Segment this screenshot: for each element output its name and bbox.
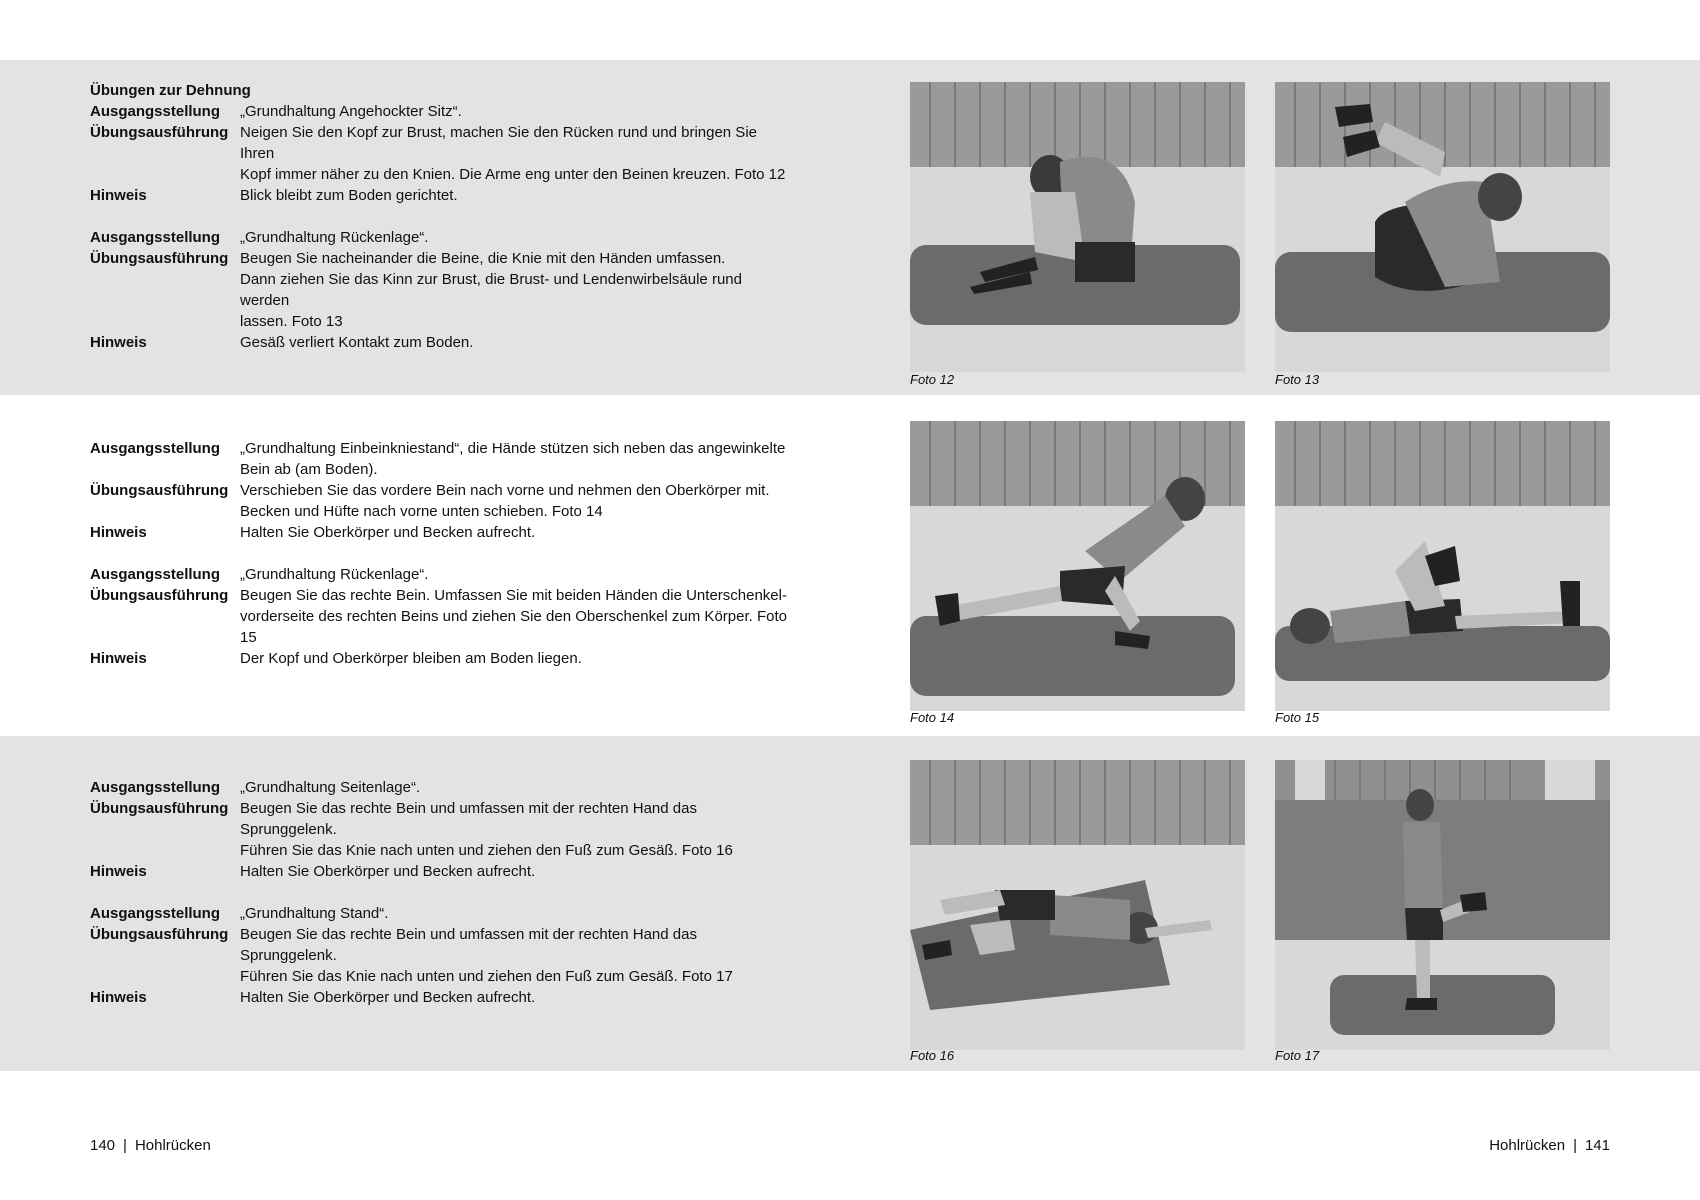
exec-label: Übungsausführung <box>90 800 229 817</box>
start-text: „Grundhaltung Angehockter Sitz“. <box>240 103 462 120</box>
start-label: Ausgangsstellung <box>90 440 221 457</box>
note-text: Gesäß verliert Kontakt zum Boden. <box>240 334 474 351</box>
note-label: Hinweis <box>90 524 147 541</box>
exercise-entry <box>90 101 790 206</box>
start-label: Ausgangsstellung <box>90 905 221 922</box>
exec-label: Übungsausführung <box>90 250 229 267</box>
running-title-right: Hohlrücken <box>1489 1137 1566 1154</box>
photo-caption: Foto 17 <box>1275 1048 1320 1063</box>
photo-15 <box>1275 421 1610 711</box>
exercise-entry <box>90 777 790 882</box>
start-text: „Grundhaltung Rückenlage“. <box>240 566 429 583</box>
exec-label: Übungsausführung <box>90 926 229 943</box>
note-label: Hinweis <box>90 187 147 204</box>
exercise-entry <box>90 903 790 1008</box>
note-text: Halten Sie Oberkörper und Becken aufrecht. <box>240 524 536 541</box>
start-line: Bein ab (am Boden). <box>240 461 378 478</box>
exec-line: Beugen Sie das rechte Bein und umfassen mit der rechten Hand das Sprunggelenk. <box>240 926 697 964</box>
exec-label: Übungsausführung <box>90 482 229 499</box>
side-lying-quad-stretch-icon <box>910 760 1245 1050</box>
supine-knee-hug-icon <box>1275 82 1610 372</box>
note-label: Hinweis <box>90 989 147 1006</box>
note-label: Hinweis <box>90 863 147 880</box>
start-label: Ausgangsstellung <box>90 566 221 583</box>
exec-line: vorderseite des rechten Beins und ziehen Sie den Oberschenkel zum Körper. Foto 15 <box>240 608 787 646</box>
photo-14 <box>910 421 1245 711</box>
exercise-entry <box>90 564 790 669</box>
exec-label: Übungsausführung <box>90 124 229 141</box>
exec-line: Neigen Sie den Kopf zur Brust, machen Sie den Rücken rund und bringen Sie Ihren <box>240 124 757 162</box>
seated-tuck-stretch-icon <box>910 82 1245 372</box>
page-heading: Übungen zur Dehnung <box>90 82 251 99</box>
start-label: Ausgangsstellung <box>90 103 221 120</box>
footer-left <box>90 1137 211 1154</box>
exec-line: Becken und Hüfte nach vorne unten schieben. Foto 14 <box>240 503 603 520</box>
start-text: „Grundhaltung Rückenlage“. <box>240 229 429 246</box>
photo-12 <box>910 82 1245 372</box>
note-text: Halten Sie Oberkörper und Becken aufrecht. <box>240 863 536 880</box>
start-text: „Grundhaltung Stand“. <box>240 905 389 922</box>
photo-caption: Foto 16 <box>910 1048 955 1063</box>
page-number-right: 141 <box>1584 1137 1610 1154</box>
note-text: Der Kopf und Oberkörper bleiben am Boden liegen. <box>240 650 582 667</box>
page-number-left: 140 <box>90 1137 116 1154</box>
footer-right <box>1489 1137 1610 1154</box>
note-label: Hinweis <box>90 650 147 667</box>
footer-separator: | <box>1573 1137 1577 1154</box>
running-title-left: Hohlrücken <box>134 1137 211 1154</box>
lunge-stretch-icon <box>910 421 1245 711</box>
photo-caption: Foto 13 <box>1275 372 1320 387</box>
photo-16 <box>910 760 1245 1050</box>
exec-line: lassen. Foto 13 <box>240 313 343 330</box>
standing-quad-stretch-icon <box>1275 760 1610 1050</box>
exec-line: Beugen Sie nacheinander die Beine, die Knie mit den Händen umfassen. <box>240 250 726 267</box>
exec-label: Übungsausführung <box>90 587 229 604</box>
note-text: Halten Sie Oberkörper und Becken aufrecht. <box>240 989 536 1006</box>
section-1-text <box>90 80 790 374</box>
start-text: „Grundhaltung Seitenlage“. <box>240 779 421 796</box>
exercise-entry <box>90 227 790 353</box>
exec-line: Beugen Sie das rechte Bein und umfassen mit der rechten Hand das Sprunggelenk. <box>240 800 697 838</box>
photo-caption: Foto 15 <box>1275 710 1320 725</box>
section-3-text <box>90 777 790 1029</box>
exec-line: Kopf immer näher zu den Knien. Die Arme eng unter den Beinen kreuzen. Foto 12 <box>240 166 786 183</box>
footer-separator: | <box>123 1137 127 1154</box>
exec-line: Verschieben Sie das vordere Bein nach vorne und nehmen den Oberkörper mit. <box>240 482 770 499</box>
photo-caption: Foto 12 <box>910 372 955 387</box>
section-2-text <box>90 438 790 690</box>
start-line: „Grundhaltung Einbeinkniestand“, die Hände stützen sich neben das angewinkelte <box>240 440 786 457</box>
supine-leg-pull-icon <box>1275 421 1610 711</box>
note-text: Blick bleibt zum Boden gerichtet. <box>240 187 458 204</box>
photo-caption: Foto 14 <box>910 710 955 725</box>
start-label: Ausgangsstellung <box>90 779 221 796</box>
exercise-entry <box>90 438 790 543</box>
photo-13 <box>1275 82 1610 372</box>
start-label: Ausgangsstellung <box>90 229 221 246</box>
photo-17 <box>1275 760 1610 1050</box>
exec-line: Beugen Sie das rechte Bein. Umfassen Sie mit beiden Händen die Unterschenkel- <box>240 587 787 604</box>
exec-line: Führen Sie das Knie nach unten und ziehen den Fuß zum Gesäß. Foto 17 <box>240 968 733 985</box>
note-label: Hinweis <box>90 334 147 351</box>
exec-line: Dann ziehen Sie das Kinn zur Brust, die Brust- und Lendenwirbelsäule rund werden <box>240 271 742 309</box>
exec-line: Führen Sie das Knie nach unten und ziehen den Fuß zum Gesäß. Foto 16 <box>240 842 733 859</box>
